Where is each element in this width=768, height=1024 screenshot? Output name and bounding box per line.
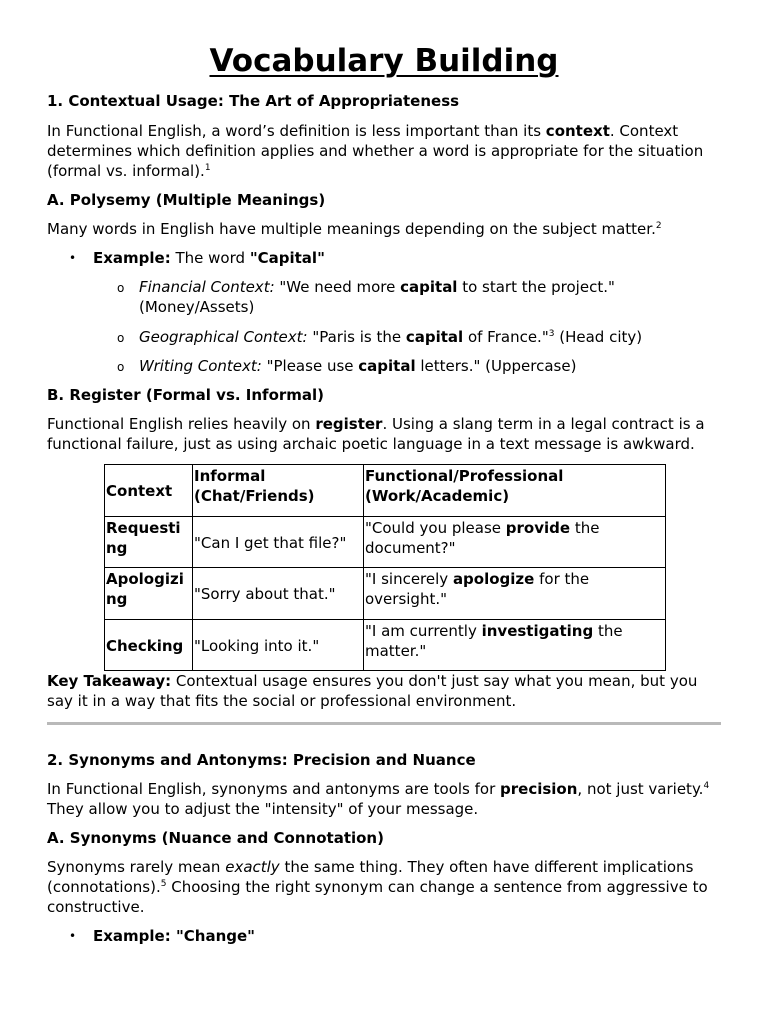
circle-bullet-icon: o: [117, 331, 125, 345]
polysemy-heading: A. Polysemy (Multiple Meanings): [47, 191, 326, 209]
table-cell-informal: "Can I get that file?": [193, 517, 364, 568]
table-header-row: [105, 465, 666, 517]
polysemy-text: Many words in English have multiple meanings depending on the subject matter.$^2$: [47, 220, 662, 238]
table-row: [105, 517, 666, 568]
section-divider: [47, 722, 721, 725]
table-cell-professional: "I sincerely apologize for the oversight.": [364, 568, 666, 620]
section-2-intro: In Functional English, synonyms and antonyms are tools for precision, not just variety.$^4$ They allow you to adjust the "intensity" of your message.: [47, 780, 710, 818]
register-text: Functional English relies heavily on register. Using a slang term in a legal contract is a functional failure, just as using archaic poetic language in a text message is awkward.: [47, 415, 705, 453]
page-title: Vocabulary Building: [209, 43, 559, 79]
example-change: • Example: "Change": [69, 927, 255, 945]
list-item-financial: o Financial Context: "We need more capital to start the project." (Money/Assets): [117, 278, 615, 316]
table-cell-context: Requesting: [105, 517, 193, 568]
synonyms-text: Synonyms rarely mean exactly the same thing. They often have different implications (connotations).$^5$ Choosing the right synonym can change a sentence from aggressive to constructive.: [47, 858, 708, 916]
key-takeaway: Key Takeaway: Contextual usage ensures you don't just say what you mean, but you say it in a way that fits the social or professional environment.: [47, 672, 698, 710]
circle-bullet-icon: o: [117, 281, 125, 295]
table-cell-professional: "Could you please provide the document?": [364, 517, 666, 568]
table-header-cell: Functional/Professional (Work/Academic): [364, 465, 666, 517]
list-item-writing: o Writing Context: "Please use capital letters." (Uppercase): [117, 357, 577, 375]
bullet-icon: •: [69, 251, 77, 265]
bullet-icon: •: [69, 929, 77, 943]
table-cell-informal: "Looking into it.": [193, 620, 364, 671]
circle-bullet-icon: o: [117, 360, 125, 374]
example-capital: • Example: The word "Capital": [69, 249, 325, 267]
synonyms-heading: A. Synonyms (Nuance and Connotation): [47, 829, 384, 847]
section-1-heading: 1. Contextual Usage: The Art of Appropriateness: [47, 92, 460, 110]
table-header-cell: Context: [105, 465, 193, 517]
table-cell-informal: "Sorry about that.": [193, 568, 364, 620]
table-row: [105, 568, 666, 620]
table-cell-context: Checking: [105, 620, 193, 671]
table-row: [105, 620, 666, 671]
register-heading: B. Register (Formal vs. Informal): [47, 386, 325, 404]
table-header-cell: Informal (Chat/Friends): [193, 465, 364, 517]
section-2-heading: 2. Synonyms and Antonyms: Precision and Nuance: [47, 751, 476, 769]
register-table: [104, 464, 666, 671]
section-1-intro: In Functional English, a word’s definition is less important than its context. Context determines which definition applies and whether a word is appropriate for the situation (formal vs. informal).$^1$: [47, 122, 704, 180]
table-cell-context: Apologizing: [105, 568, 193, 620]
list-item-geographical: o Geographical Context: "Paris is the capital of France."$^3$ (Head city): [117, 328, 643, 346]
table-cell-professional: "I am currently investigating the matter.": [364, 620, 666, 671]
